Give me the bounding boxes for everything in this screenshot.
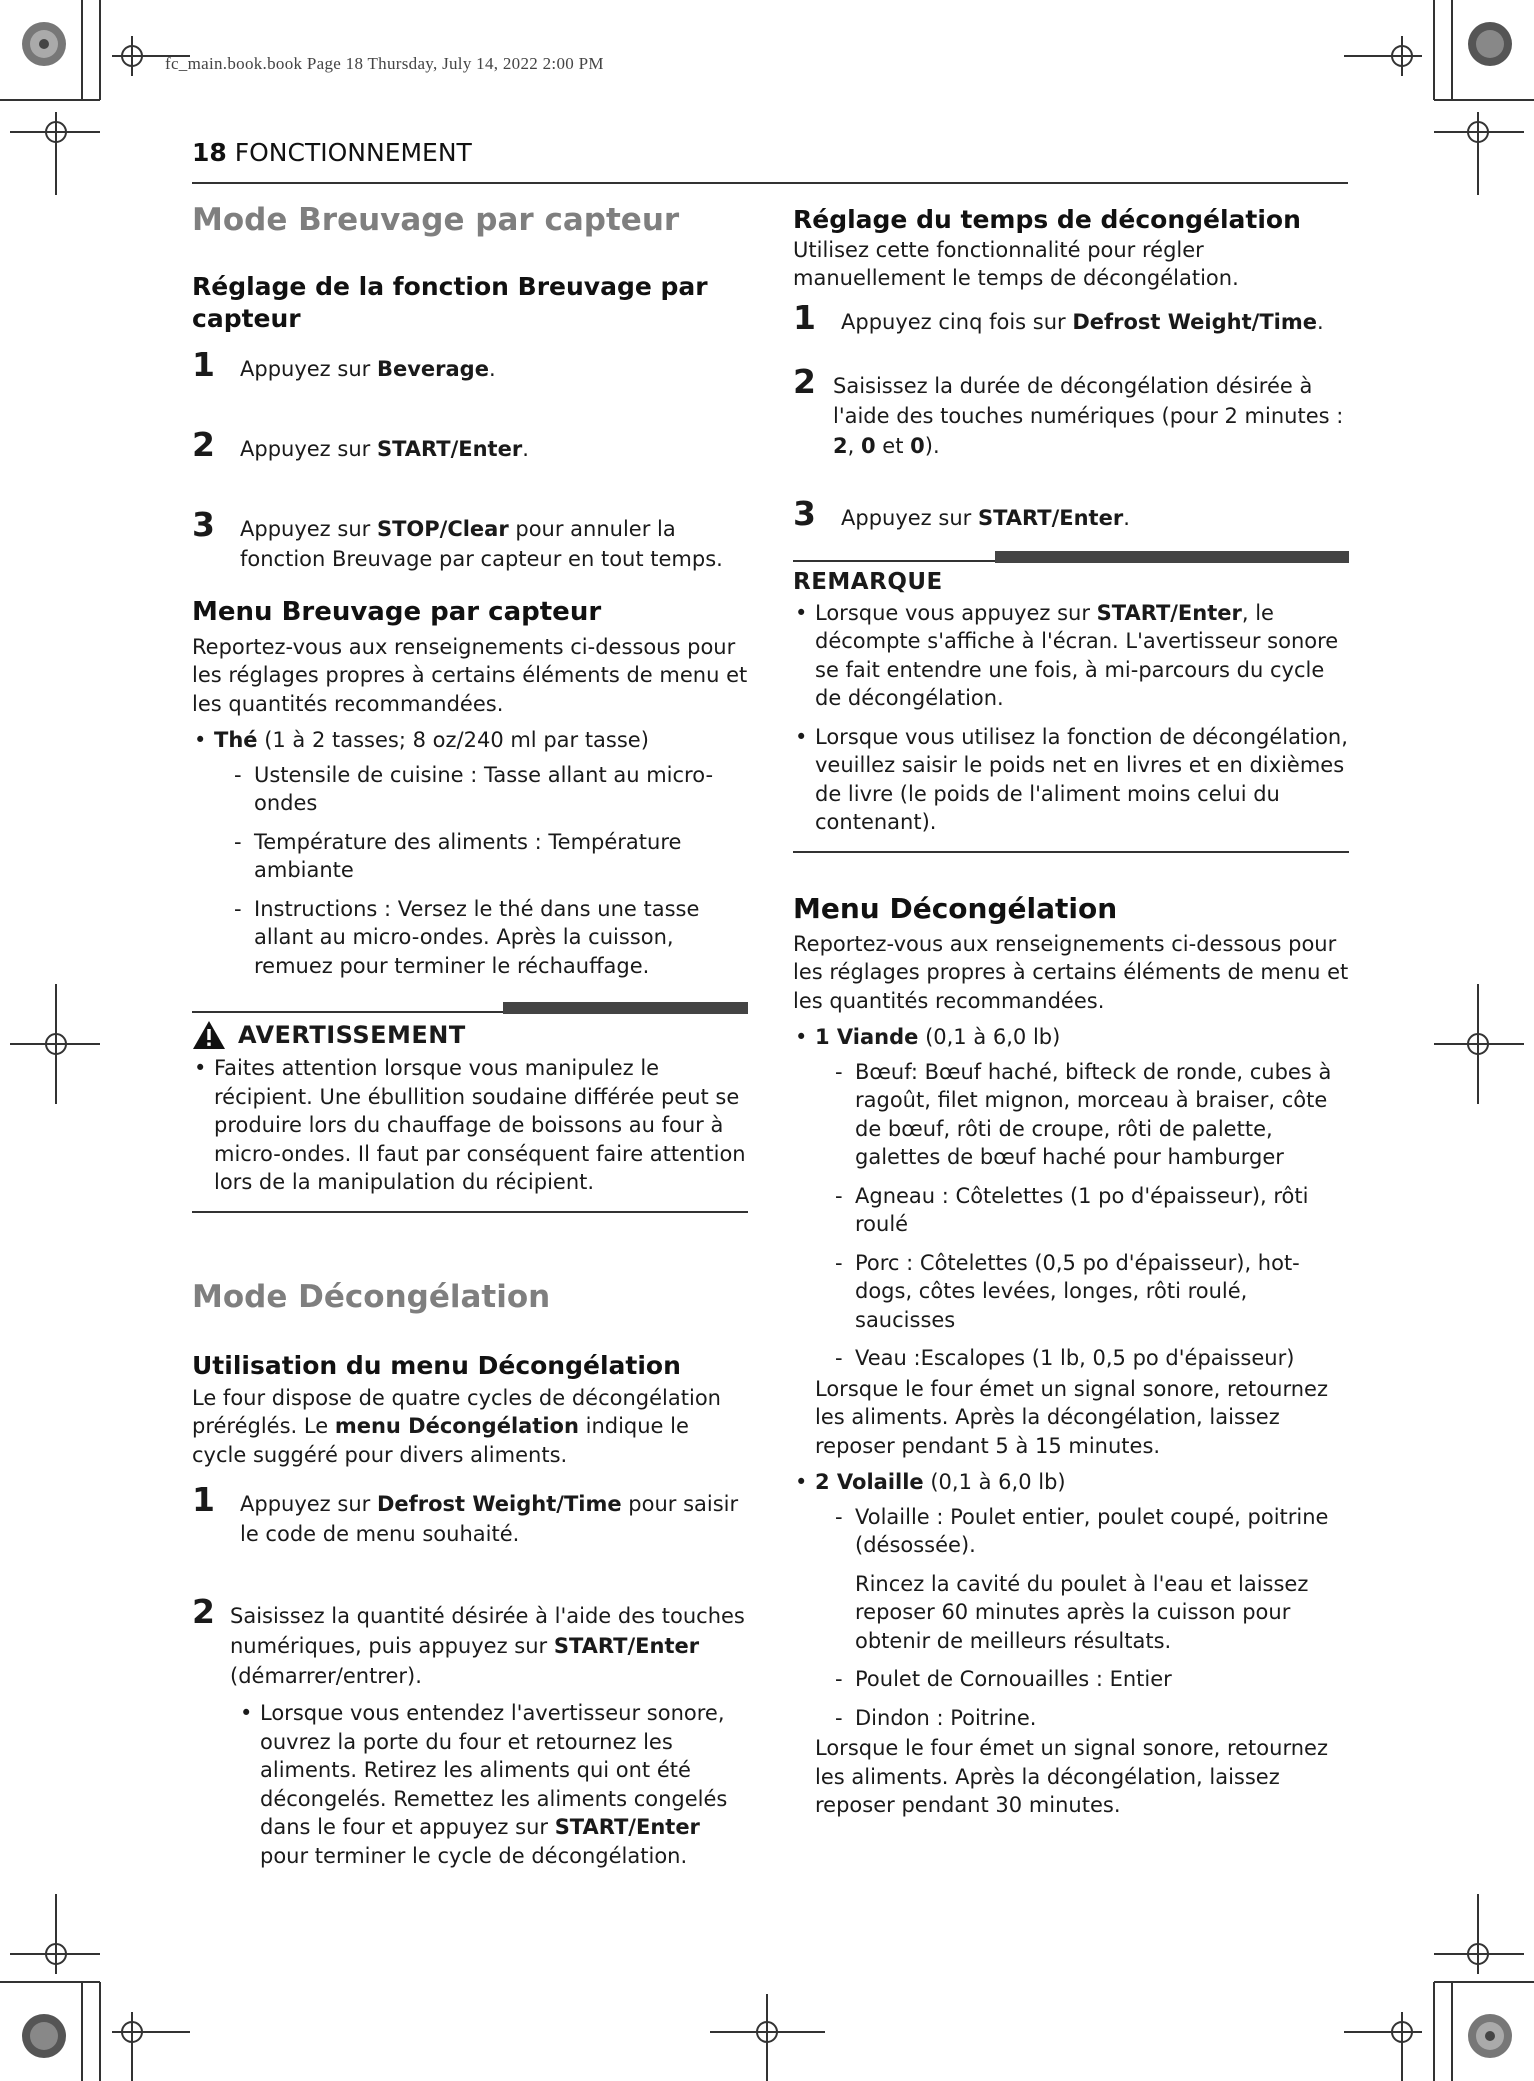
print-header: fc_main.book.book Page 18 Thursday, July 14, 2022 2:00 PM <box>165 54 604 73</box>
volaille-rinse-note: Rincez la cavité du poulet à l'eau et laissez reposer 60 minutes après la cuisson pour obtenir de meilleurs résultats. <box>855 1571 1309 1653</box>
breuvage-section-title: Mode Breuvage par capteur <box>192 202 680 238</box>
warning-title: AVERTISSEMENT <box>192 1020 748 1050</box>
step-2 <box>192 425 748 465</box>
viande-details <box>815 1058 1349 1373</box>
menu-decongelation-title: Menu Décongélation <box>793 891 1118 925</box>
reglage-temps-intro: Utilisez cette fonctionnalité pour régler manuellement le temps de décongélation. <box>793 237 1239 290</box>
list-item: - Bœuf: Bœuf haché, bifteck de ronde, cubes à ragoût, filet mignon, morceau à braiser, côte de bœuf, rôti de croupe, rôti de palette, galettes de bœuf haché pour hamburger <box>815 1058 1349 1172</box>
step-number: 2 <box>793 361 816 401</box>
utilisation-menu-title: Utilisation du menu Décongélation <box>192 1351 681 1381</box>
step-3 <box>192 505 748 574</box>
section-title: FONCTIONNEMENT <box>234 138 472 167</box>
viande-note: Lorsque le four émet un signal sonore, retournez les aliments. Après la décongélation, laissez reposer pendant 5 à 15 minutes. <box>815 1376 1328 1458</box>
remarque-bar <box>793 551 1349 563</box>
remarque-bottom-rule <box>793 851 1349 853</box>
step-text: Appuyez sur START/Enter. <box>240 437 529 462</box>
step-number: 1 <box>793 297 816 337</box>
the-list <box>192 726 748 980</box>
step-text: Appuyez sur Defrost Weight/Time pour saisir le code de menu souhaité. <box>240 1492 739 1547</box>
list-item: - Ustensile de cuisine : Tasse allant au micro-ondes <box>214 761 748 818</box>
step-1 <box>192 345 748 385</box>
decongelation-list <box>793 1023 1349 1820</box>
page-number: 18 <box>192 138 227 167</box>
list-item: - Veau :Escalopes (1 lb, 0,5 po d'épaisseur) <box>815 1344 1349 1373</box>
step-text: Saisissez la durée de décongélation désirée à l'aide des touches numériques (pour 2 minutes : 2, 0 et 0). <box>833 373 1344 458</box>
step-number: 2 <box>192 1592 215 1632</box>
defrost-step-1 <box>192 1480 748 1549</box>
step-text: Appuyez sur START/Enter. <box>841 505 1130 530</box>
list-item-the: • Thé (1 à 2 tasses; 8 oz/240 ml par tasse) - Ustensile de cuisine : Tasse allant au micro-ondes - Température des aliments : Température ambiante - Instructions : Versez le thé dans une tasse allant au micro-ondes. Après la cuisson, remuez pour terminer le réchauffage. <box>192 726 748 980</box>
menu-decongelation-intro: Reportez-vous aux renseignements ci-dessous pour les réglages propres à certains éléments de menu et les quantités recommandées. <box>793 931 1349 1013</box>
step-number: 3 <box>793 493 816 533</box>
list-item: - Instructions : Versez le thé dans une tasse allant au micro-ondes. Après la cuisson, remuez pour terminer le réchauffage. <box>214 895 748 981</box>
menu-breuvage-intro: Reportez-vous aux renseignements ci-dessous pour les réglages propres à certains éléments de menu et les quantités recommandées. <box>192 634 748 716</box>
list-item: • Lorsque vous appuyez sur START/Enter, le décompte s'affiche à l'écran. L'avertisseur sonore se fait entendre une fois, à mi-parcours du cycle de décongélation. <box>793 599 1349 713</box>
warning-icon <box>192 1020 226 1050</box>
list-item: - Température des aliments : Température ambiante <box>214 828 748 885</box>
menu-breuvage-title: Menu Breuvage par capteur <box>192 597 602 628</box>
breuvage-steps <box>192 345 748 574</box>
right-column <box>793 204 1349 1820</box>
list-item-viande: • 1 Viande (0,1 à 6,0 lb) - Bœuf: Bœuf haché, bifteck de ronde, cubes à ragoût, filet mignon, morceau à braiser, côte de bœuf, rôti de croupe, rôti de palette, galettes de bœuf haché pour hamburger - Agneau : Côtelettes (1 po d'épaisseur), rôti roulé - Porc : Côtelettes (0,5 po d'épaisseur), hot-dogs, côtes levées, longes, rôti roulé, saucisses - Veau :Escalopes (1 lb, 0,5 po d'épaisseur) Lorsque le four émet un signal sonore, retournez les aliments. Après la décongélation, laissez reposer pendant 5 à 15 minutes. <box>793 1023 1349 1460</box>
list-item: - Dindon : Poitrine. <box>815 1704 1349 1733</box>
temps-step-1 <box>793 297 1349 337</box>
warning-text: • Faites attention lorsque vous manipulez le récipient. Une ébullition soudaine différée peut se produire lors du chauffage de boissons au four à micro-ondes. Il faut par conséquent faire attention lors de la manipulation du récipient. <box>192 1054 748 1197</box>
defrost-step-2-note <box>238 1699 748 1870</box>
volaille-note: Lorsque le four émet un signal sonore, retournez les aliments. Après la décongélation, laissez reposer pendant 30 minutes. <box>815 1736 1328 1818</box>
remarque-title: REMARQUE <box>793 568 943 595</box>
step-number: 3 <box>192 505 215 545</box>
decongelation-section-title: Mode Décongélation <box>192 1278 551 1315</box>
page-heading <box>192 138 472 167</box>
step-text: Appuyez sur STOP/Clear pour annuler la fonction Breuvage par capteur en tout temps. <box>240 517 723 572</box>
heading-rule <box>192 182 1348 184</box>
volaille-details <box>815 1503 1349 1733</box>
step-text: Appuyez cinq fois sur Defrost Weight/Time. <box>841 309 1324 334</box>
step-text: Appuyez sur Beverage. <box>240 357 496 382</box>
list-item: - Porc : Côtelettes (0,5 po d'épaisseur), hot-dogs, côtes levées, longes, rôti roulé, saucisses <box>815 1249 1349 1335</box>
reglage-temps-title: Réglage du temps de décongélation <box>793 205 1301 234</box>
utilisation-intro: Le four dispose de quatre cycles de décongélation préréglés. Le menu Décongélation indique le cycle suggéré pour divers aliments. <box>192 1385 721 1467</box>
temps-step-3 <box>793 493 1349 533</box>
step-number: 1 <box>192 345 215 385</box>
list-item: - Volaille : Poulet entier, poulet coupé, poitrine (désossée). Rincez la cavité du poulet à l'eau et laissez reposer 60 minutes après la cuisson pour obtenir de meilleurs résultats. <box>815 1503 1349 1656</box>
warning-bottom-rule <box>192 1211 748 1213</box>
list-item: • Lorsque vous utilisez la fonction de décongélation, veuillez saisir le poids net en livres et en dixièmes de livre (le poids de l'aliment moins celui du contenant). <box>793 723 1349 837</box>
step-number: 2 <box>192 425 215 465</box>
remarque-box <box>793 551 1349 853</box>
list-item: - Poulet de Cornouailles : Entier <box>815 1665 1349 1694</box>
defrost-step-2 <box>192 1592 748 1691</box>
step-number: 1 <box>192 1480 215 1520</box>
list-item-volaille: • 2 Volaille (0,1 à 6,0 lb) - Volaille : Poulet entier, poulet coupé, poitrine (désossée). Rincez la cavité du poulet à l'eau et laissez reposer 60 minutes après la cuisson pour obtenir de meilleurs résultats. - Poulet de Cornouailles : Entier - Dindon : Poitrine. Lorsque le four émet un signal sonore, retournez les aliments. Après la décongélation, laissez reposer pendant 30 minutes. <box>793 1468 1349 1820</box>
reglage-breuvage-title: Réglage de la fonction Breuvage par capteur <box>192 272 708 333</box>
the-details <box>214 761 748 981</box>
list-item: • Lorsque vous entendez l'avertisseur sonore, ouvrez la porte du four et retournez les aliments. Retirez les aliments qui ont été décongelés. Remettez les aliments congelés dans le four et appuyez sur START/Enter pour terminer le cycle de décongélation. <box>238 1699 748 1870</box>
left-column <box>192 200 748 1870</box>
temps-step-2 <box>793 361 1349 461</box>
list-item: - Agneau : Côtelettes (1 po d'épaisseur), rôti roulé <box>815 1182 1349 1239</box>
step-text: Saisissez la quantité désirée à l'aide des touches numériques, puis appuyez sur START/Enter (démarrer/entrer). <box>230 1604 745 1689</box>
warning-bar <box>192 1002 748 1014</box>
warning-box <box>192 1002 748 1213</box>
remarque-list <box>793 599 1349 837</box>
